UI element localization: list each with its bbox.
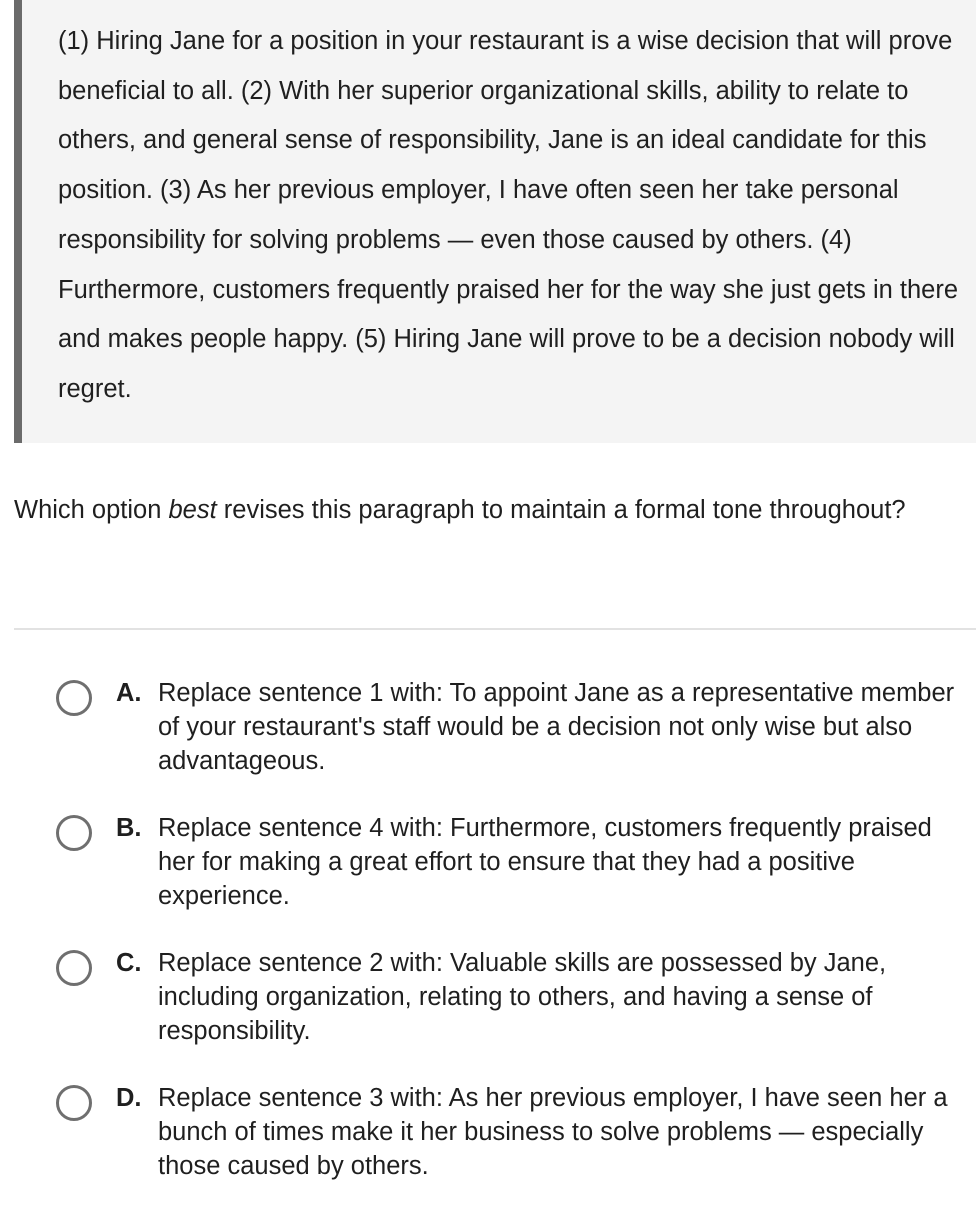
option-text-a: Replace sentence 1 with: To appoint Jane as a representative member of your restaurant's staff would be a decision not only wise but also advantageous. <box>158 679 955 775</box>
radio-button-a[interactable] <box>56 680 92 716</box>
question-text-start: Which option <box>14 496 169 524</box>
question-prompt <box>14 486 914 536</box>
option-text-b: Replace sentence 4 with: Furthermore, customers frequently praised her for making a great effort to ensure that they had a positive experience. <box>158 814 932 910</box>
question-text-end: revises this paragraph to maintain a formal tone throughout? <box>216 496 906 524</box>
question-emphasis: best <box>168 496 217 524</box>
radio-button-c[interactable] <box>56 950 92 986</box>
option-letter-b: B. <box>116 814 142 842</box>
option-text-c: Replace sentence 2 with: Valuable skills are possessed by Jane, including organization, relating to others, and having a sense of responsibility. <box>158 949 887 1045</box>
option-letter-c: C. <box>116 949 142 977</box>
option-letter-d: D. <box>116 1084 142 1112</box>
divider <box>14 628 976 630</box>
radio-button-d[interactable] <box>56 1085 92 1121</box>
passage-block <box>14 0 976 443</box>
option-letter-a: A. <box>116 679 142 707</box>
passage-text: (1) Hiring Jane for a position in your restaurant is a wise decision that will prove beneficial to all. (2) With her superior organizational skills, ability to relate to others, and general sense of responsibility, Jane is an ideal candidate for this position. (3) As her previous employer, I have often seen her take personal responsibility for solving problems — even those caused by others. (4) Furthermore, customers frequently praised her for the way she just gets in there and makes people happy. (5) Hiring Jane will prove to be a decision nobody will regret. <box>58 27 958 403</box>
radio-button-b[interactable] <box>56 815 92 851</box>
option-text-d: Replace sentence 3 with: As her previous employer, I have seen her a bunch of times make it her business to solve problems — especially those caused by others. <box>158 1084 948 1180</box>
